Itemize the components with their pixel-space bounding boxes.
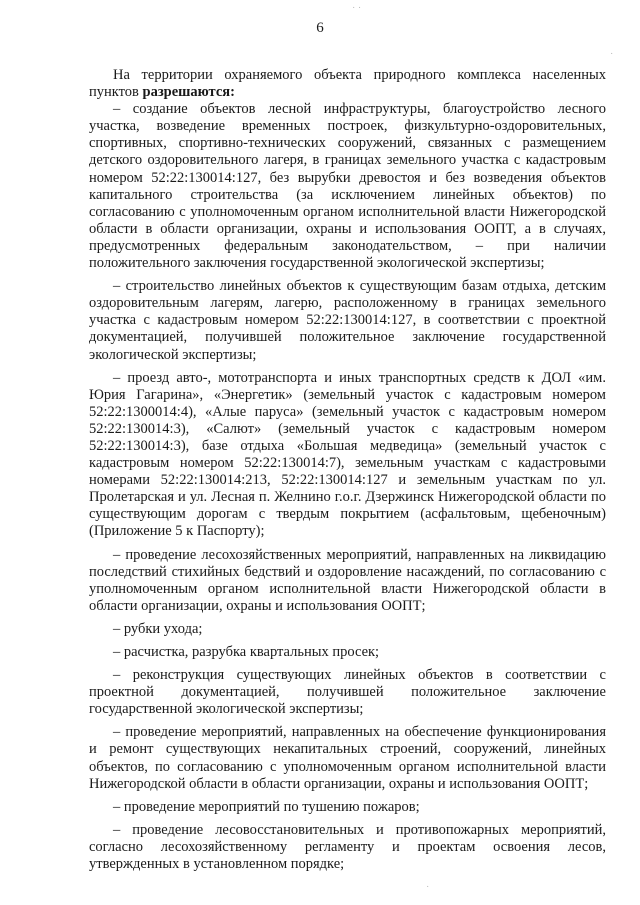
list-item: – рубки ухода; [113, 620, 203, 637]
scan-mark: ˙ ˙ [352, 6, 362, 17]
list-item: – проведение лесовосстановительных и противопожарных мероприятий, согласно лесохозяйственному регламенту и проектам освоения лесов, утвержденных в установленном порядке; [89, 821, 606, 873]
scan-mark: ˙ [610, 52, 614, 63]
list-item: – проезд авто-, мототранспорта и иных транспортных средств к ДОЛ «им. Юрия Гагарина», «Энергетик» (земельный участок с кадастровым номером 52:22:1300014:4), «Алые паруса» (земельный участок с кадастровым номером 52:22:130014:3), «Салют» (земельный участок с кадастровым номером 52:22:130014:3), базе отдыха «Большая медведица» (земельный участок с кадастровым номером 52:22:130014:7), земельным участкам с кадастровыми номерами 52:22:130014:213, 52:22:130014:127 и земельным участкам по ул. Пролетарская и ул. Лесная п. Желнино г.о.г. Дзержинск Нижегородской области по существующим дорогам с твердым покрытием (асфальтовым, щебеночным) (Приложение 5 к Паспорту); [89, 369, 606, 540]
list-item: – проведение мероприятий, направленных на обеспечение функционирования и ремонт существующих некапитальных строений, сооружений, линейных объектов, по согласованию с уполномоченным органом исполнительной власти Нижегородской области в области организации, охраны и использования ООПТ; [89, 724, 606, 792]
list-item: – создание объектов лесной инфраструктуры, благоустройство лесного участка, возведение временных построек, физкультурно-оздоровительных, спортивных, спортивно-технических сооружений, связанных с размещением детского оздоровительного лагеря, в границах земельного участка с кадастровым номером 52:22:130014:127, без вырубки древостоя и без возведения объектов капитального строительства (за исключением линейных объектов) по согласованию с уполномоченным органом исполнительной власти Нижегородской области в области организации, охраны и использования ООПТ, а в случаях, предусмотренных федеральным законодательством, – при наличии положительного заключения государственной экологической экспертизы; [89, 101, 606, 272]
list-item: – проведение лесохозяйственных мероприятий, направленных на ликвидацию последствий стихийных бедствий и оздоровление насаждений, по согласованию с уполномоченным органом исполнительной власти Нижегородской области в области организации, охраны и использования ООПТ; [89, 546, 606, 614]
intro-text: На территории охраняемого объекта природного комплекса населенных пунктов [89, 67, 606, 101]
scan-mark: ˙ [426, 885, 430, 896]
list-item: – расчистка, разрубка квартальных просек; [113, 644, 380, 660]
intro-bold-text: разрешаются: [142, 84, 235, 101]
list-item: – реконструкция существующих линейных объектов в соответствии с проектной документацией, получившей положительное заключение государственной экологической экспертизы; [89, 667, 606, 718]
page-number: 6 [316, 20, 324, 36]
list-item: – строительство линейных объектов к существующим базам отдыха, детским оздоровительным лагерям, лагерю, расположенному в границах земельного участка с кадастровым номером 52:22:130014:127, в соответствии с проектной документацией, получившей положительное заключение государственной экологической экспертизы; [89, 278, 606, 363]
list-item: – проведение мероприятий по тушению пожаров; [113, 798, 420, 815]
document-body [89, 67, 606, 873]
intro-paragraph [89, 67, 606, 101]
